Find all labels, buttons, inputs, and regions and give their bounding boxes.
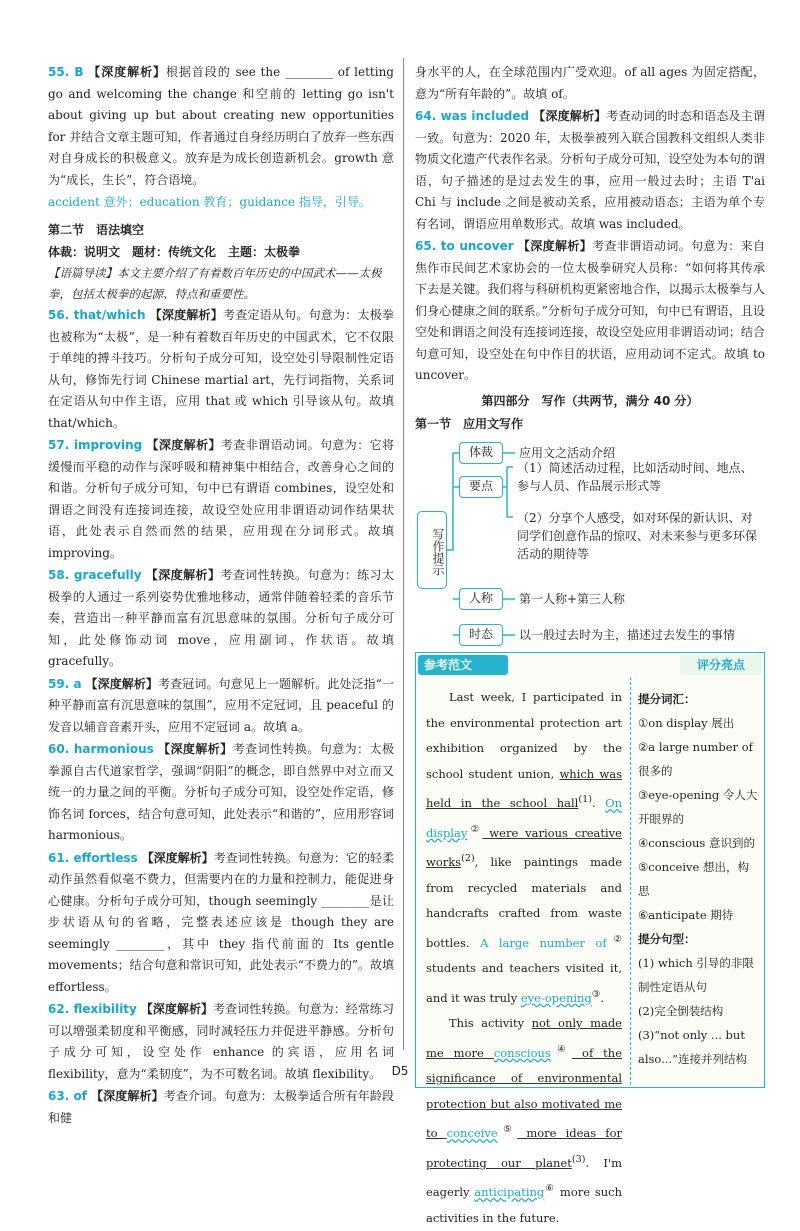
answer-number: 63. of <box>48 1089 88 1103</box>
answer-body: 考查动词的时态和语态及主谓一致。句意为：2020 年，太极拳被列入联合国教科文组织人类非物质文化遗产代表作名录。分析句子成分可知，设空处为本句的谓语，句子描述的是过去发生的事，应用一般过去时；主语 T'ai Chi 与 include 之间是被动关系，应用被动语态；主语为单个专有名词，谓语应用单数形式。故填 was included。 <box>415 109 765 231</box>
outline-genre-text: 应用文之活动介绍 <box>519 445 616 460</box>
answer-63-continued: 身水平的人，在全球范围内广受欢迎。of all ages 为固定搭配，意为“所有年龄的”。故填 of。 <box>415 65 765 101</box>
sample-essay-header: 参考范文 <box>418 655 508 675</box>
essay-highlight: A large number of <box>480 935 607 950</box>
writing-outline <box>415 439 765 661</box>
vocab-item: ①on display 展出 <box>638 716 735 730</box>
analysis-tag: 【深度解析】 <box>517 239 593 253</box>
outline-tense-text: 以一般过去时为主，描述过去发生的事情 <box>519 627 736 642</box>
answer-58 <box>48 565 394 673</box>
essay-marker: ④ <box>550 1043 573 1055</box>
outline-point-1: （1）简述活动过程，比如活动时间、地点、参与人员、作品展示形式等 <box>517 460 753 493</box>
passage-guide: 【语篇导读】本文主要介绍了有着数百年历史的中国武术——太极拳，包括太极拳的起源、特点和重要性。 <box>48 266 382 301</box>
analysis-tag: 【深度解析】 <box>85 676 159 691</box>
vocab-item: ⑥anticipate 期待 <box>638 908 734 922</box>
essay-marker: ② <box>467 823 483 835</box>
sample-divider <box>630 677 631 1085</box>
answer-55 <box>48 62 394 191</box>
answer-body: 考查冠词。句意见上一题解析。此处泛指“一种平静而富有沉思意味的氛围”，应用不定冠词，且 peaceful 的发音以辅音音素开头，应用不定冠词 a。故填 a。 <box>48 676 394 734</box>
answer-number: 56. that/which <box>48 308 146 322</box>
analysis-tag: 【深度解析】 <box>158 742 233 756</box>
essay-marker: ③ <box>591 988 601 1000</box>
section-title: 第一节 应用文写作 <box>415 416 524 431</box>
answer-body: 考查非谓语动词。句意为：来自焦作市民间艺术家协会的一位太极拳研究人员称：“如何将其传承下去是关键。我们将与科研机构更紧密地合作，以揭示太极拳与人们身心健康之间的联系。”分析句子成分可知，句中已有谓语，且设空处和谓语之间没有连接词连接，故设空处应用非谓语动词；结合句意可知，设空处在句中作目的状语，应用动词不定式。故填 to uncover。 <box>415 239 765 382</box>
analysis-tag: 【深度解析】 <box>140 1002 214 1016</box>
highlights-list <box>638 687 760 1071</box>
syntax-heading: 提分句型： <box>638 932 696 946</box>
answer-65 <box>415 236 765 387</box>
answer-60 <box>48 739 394 847</box>
left-column <box>48 62 394 1130</box>
essay-underline: which was held in the school hall <box>426 766 622 811</box>
answer-number: 59. a <box>48 676 82 691</box>
essay-highlight: conscious <box>493 1045 551 1060</box>
analysis-tag: 【深度解析】 <box>533 109 607 123</box>
essay-text: students and teachers visited it, and it was truly <box>426 961 622 1005</box>
vocab-heading: 提分词汇： <box>638 692 696 706</box>
essay-marker: (1) <box>578 794 592 806</box>
answer-number: 64. was included <box>415 109 530 123</box>
syntax-item: (1) which 引导的非限制性定语从句 <box>638 956 754 994</box>
outline-node-tense: 时态 <box>459 624 503 646</box>
outline-node-person: 人称 <box>459 588 503 610</box>
vocab-item: ⑤conceive 想出，构思 <box>638 860 749 898</box>
points-bracket <box>503 467 513 517</box>
answer-body: 考查词性转换。句意为：经常练习可以增强柔韧度和平衡感，同时减轻压力并促进平静感。分析句子成分可知，设空处作 enhance 的宾语，应用名词 flexibility，意为“柔韧度”，为不可数名词。故填 flexibility。 <box>48 1002 394 1081</box>
answer-body: 考查定语从句。句意为：太极拳也被称为“太极”，是一种有着数百年历史的中国武术，它不仅限于单纯的搏斗技巧。分析句子成分可知，设空处引导限制性定语从句，修饰先行词 Chinese martial art，先行词指物，关系词在定语从句中作主语，应用 that 或 which 引导该从句。故填 that/which。 <box>48 308 394 430</box>
essay-underline: of the significance of environmental protection but also motivated me to <box>426 1045 623 1141</box>
analysis-tag: 【深度解析】 <box>149 308 223 322</box>
outline-node-points: 要点 <box>459 476 503 498</box>
analysis-tag: 【深度解析】 <box>145 568 221 582</box>
answer-body: 考查词性转换。句意为：太极拳源自古代道家哲学，强调“阴阳”的概念，即自然界中对立而又统一的力量之间的平衡。分析句子成分可知，设空处作定语，修饰名词 forces，结合句意可知，此处表示“和谐的”，应用形容词 harmonious。 <box>48 742 394 842</box>
analysis-tag: 【深度解析】 <box>88 65 166 79</box>
answer-body: 考查词性转换。句意为：练习太极拳的人通过一系列姿势优雅地移动，通常伴随着轻柔的音乐节奏，营造出一种平静而富有沉思意味的氛围。分析句子成分可知，此处修饰动词 move，应用副词，作状语。故填 gracefully。 <box>48 568 394 668</box>
analysis-tag: 【深度解析】 <box>146 438 221 452</box>
syntax-item: (2)完全倒装结构 <box>638 1004 724 1018</box>
essay-text: . <box>600 990 605 1005</box>
essay-text: more such activities in the future. <box>426 1185 622 1225</box>
answer-64 <box>415 106 765 235</box>
essay-text: , like paintings made from recycled materials and handcrafts crafted from waste bottles. <box>426 855 622 950</box>
essay-text: Last week, I participated in the environmental protection art exhibition organized by the school student union, <box>426 690 622 781</box>
essay-text: This activity <box>449 1016 532 1031</box>
outline-person-text: 第一人称+第三人称 <box>519 591 626 606</box>
analysis-tag: 【深度解析】 <box>141 850 214 865</box>
analysis-tag: 【深度解析】 <box>90 1089 164 1103</box>
sample-essay <box>426 685 622 1231</box>
essay-paragraph-1 <box>426 685 622 1011</box>
outline-point-2: （2）分享个人感受，如对环保的新认识、对同学们创意作品的惊叹、对未来参与更多环保活动的期待等 <box>517 510 758 561</box>
essay-marker: ⑥ <box>544 1183 556 1195</box>
essay-highlight: On display <box>426 796 623 840</box>
page-number: D5 <box>391 1064 409 1078</box>
essay-marker: (3) <box>571 1153 586 1165</box>
essay-highlight: eye-opening <box>520 990 592 1005</box>
answer-number: 55. B <box>48 65 84 79</box>
essay-underline: were various creative works <box>426 825 622 870</box>
essay-marker: ⑤ <box>497 1124 518 1136</box>
answer-57 <box>48 435 394 564</box>
essay-paragraph-2 <box>426 1011 622 1231</box>
sample-essay-box <box>415 652 765 1225</box>
answer-56 <box>48 305 394 434</box>
outline-node-genre: 体裁 <box>459 442 503 464</box>
part-title: 第四部分 写作（共两节，满分 40 分） <box>481 393 699 408</box>
outline-root: 写作提示 <box>417 511 447 589</box>
vocab-item: ③eye-opening 令人大开眼界的 <box>638 788 758 826</box>
essay-marker: (2) <box>461 853 475 865</box>
answer-body: 考查非谓语动词。句意为：它将缓慢而平稳的动作与深呼吸和精神集中相结合，改善身心之间的和谐。分析句子成分可知，句中已有谓语 combines，设空处和谓语之间没有连接词连接，故设空处应用非谓语动词作结果状语，此处表示自然而然的结果，应用现在分词形式。故填 improving。 <box>48 438 394 560</box>
essay-highlight: conceive <box>446 1126 498 1141</box>
answer-body: 考查介词。句意为：太极拳适合所有年龄段和健 <box>48 1089 394 1125</box>
column-divider <box>403 58 404 1050</box>
essay-highlight: anticipating <box>474 1185 545 1200</box>
highlights-header: 评分亮点 <box>680 655 762 675</box>
passage-meta: 体裁：说明文 题材：传统文化 主题：太极拳 <box>48 245 301 259</box>
right-column <box>415 62 765 1225</box>
essay-text: . <box>591 796 606 811</box>
vocab-note: accident 意外；education 教育；guidance 指导，引导。 <box>48 195 371 209</box>
section-title: 第二节 语法填空 <box>48 223 145 237</box>
answer-59 <box>48 674 394 739</box>
essay-marker: ② <box>606 933 622 945</box>
answer-61 <box>48 848 394 999</box>
answer-number: 62. flexibility <box>48 1002 137 1016</box>
essay-text: . I'm eagerly <box>426 1155 622 1200</box>
vocab-item: ④conscious 意识到的 <box>638 836 755 850</box>
syntax-item: (3)“not only ... but also...”连接并列结构 <box>638 1028 748 1066</box>
essay-underline: more ideas for protecting our planet <box>426 1126 622 1170</box>
essay-underline: not only made me more <box>426 1016 622 1060</box>
answer-body: 根据首段的 see the ________ of letting go and welcoming the change 和空前的 letting go isn't about giving up but about creating new opportunities for 并结合文章主题可知，作者通过自身经历明白了放弃一些东西对自身成长的积极意义。放弃是为成长创造新机会。growth 意为“成长，生长”，符合语境。 <box>48 65 394 187</box>
answer-number: 60. harmonious <box>48 742 154 756</box>
answer-number: 61. effortless <box>48 850 138 865</box>
answer-63 <box>48 1086 394 1129</box>
answer-number: 65. to uncover <box>415 239 514 253</box>
outline-branch-lines <box>447 453 459 635</box>
answer-body: 考查词性转换。句意为：它的轻柔动作虽然看似毫不费力，但需要内在的力量和控制力，能促进身心健康。分析句子成分可知，though seemingly ________是让步状语从句的省略，完整表述应该是 though they are seemingly ________，其中 they 指代前面的 Its gentle movements；结合句意和常识可知，此处表示“不费力的”。故填 effortless。 <box>48 850 394 994</box>
answer-number: 58. gracefully <box>48 568 142 582</box>
vocab-item: ②a large number of 很多的 <box>638 740 753 778</box>
answer-number: 57. improving <box>48 438 143 452</box>
